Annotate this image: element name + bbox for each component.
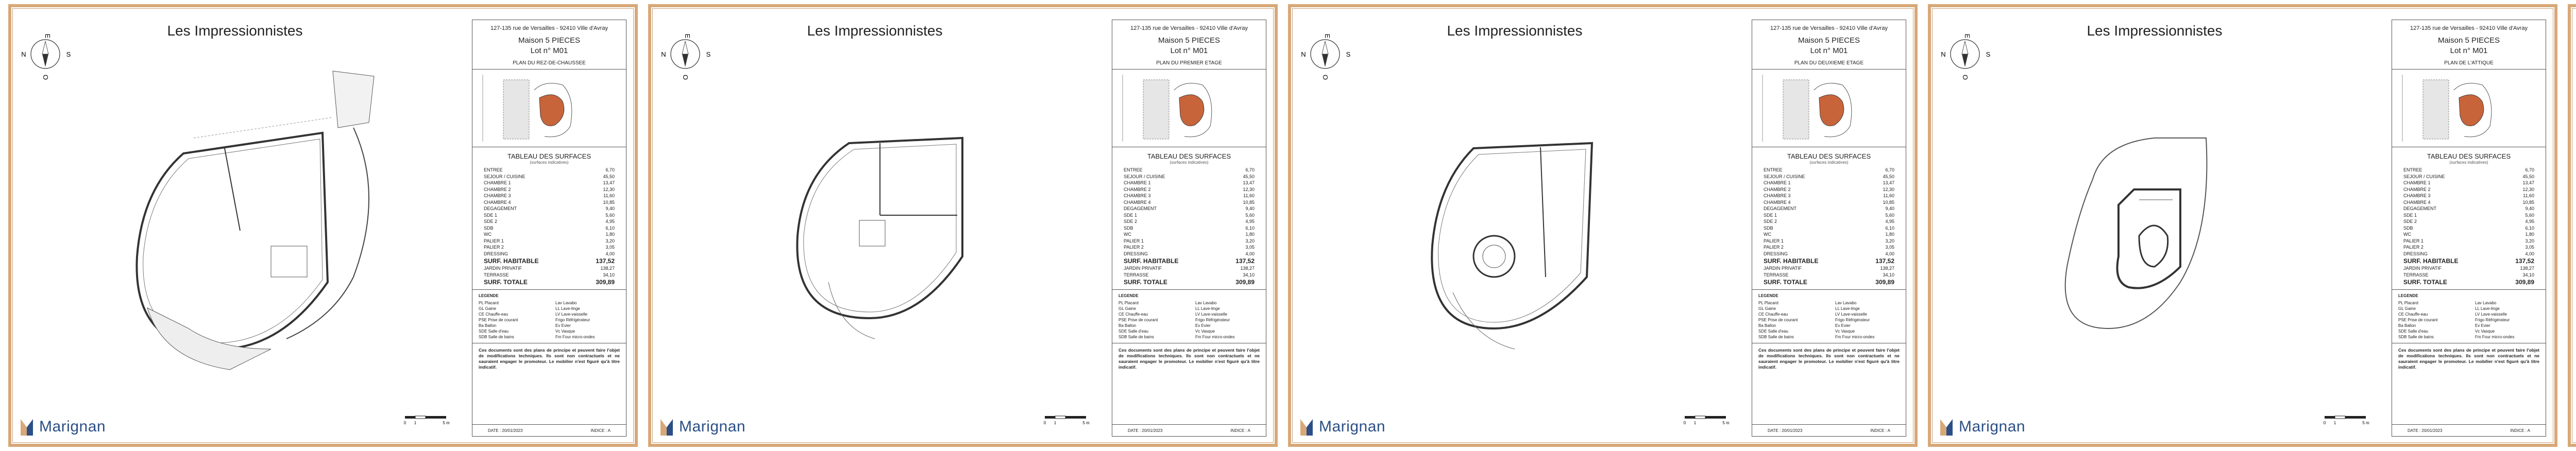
compass-west: N — [1301, 50, 1306, 58]
address: 127-135 rue de Versailles - 92410 Ville d'Avray — [1130, 25, 1248, 31]
surface-row: ENTREE 6,70 — [1764, 167, 1894, 172]
surface-total-row: SURF. TOTALE 309,89 — [484, 279, 615, 286]
legend-item: GL Gaine — [479, 306, 496, 311]
brand-name: Marignan — [39, 418, 106, 435]
project-title: Les Impressionnistes — [2087, 23, 2223, 39]
compass-south: O — [1321, 74, 1329, 80]
legend-column-1 — [2398, 300, 2463, 340]
legend-item: Frigo Réfrigérateur — [2475, 318, 2510, 322]
exterior-row: TERRASSE 34,10 — [1764, 272, 1894, 277]
surface-row: PALIER 2 3,05 — [2403, 245, 2534, 250]
surface-row: CHAMBRE 1 13,47 — [484, 180, 615, 185]
legend-item: SDE Salle d'eau — [479, 329, 509, 334]
surface-row: ENTREE 6,70 — [484, 167, 615, 172]
surface-row: DRESSING 4,00 — [1124, 251, 1255, 256]
plan-sheet-5 — [2568, 4, 2576, 447]
surface-row: PALIER 1 3,20 — [1764, 238, 1894, 244]
legend-item: Frigo Réfrigérateur — [1835, 318, 1870, 322]
surface-rows — [472, 167, 626, 257]
legend-item: Ev Evier — [1195, 323, 1211, 328]
key-plan — [1112, 70, 1266, 147]
scale-bar — [2319, 414, 2392, 426]
legend-column-1 — [1758, 300, 1823, 340]
exterior-row: TERRASSE 34,10 — [1124, 272, 1255, 277]
surface-table — [1112, 147, 1266, 290]
legend-item: Vc Vasque — [1835, 329, 1855, 334]
project-title: Les Impressionnistes — [167, 23, 303, 39]
surface-row: CHAMBRE 2 12,30 — [2403, 186, 2534, 192]
legend-item: Ba Ballon — [1758, 323, 1776, 328]
legend-item: Ba Ballon — [2398, 323, 2416, 328]
surface-row: WC 1,80 — [1764, 232, 1894, 237]
surface-subtitle: (surfaces indicatives) — [2449, 160, 2488, 165]
compass-south: O — [682, 74, 689, 80]
surface-row: SDB 6,10 — [2403, 225, 2534, 231]
legend-item: Ev Evier — [555, 323, 571, 328]
surface-row: SDE 2 4,95 — [484, 219, 615, 224]
title-block-header — [2392, 20, 2546, 70]
legend-item: Vc Vasque — [1195, 329, 1215, 334]
disclaimer-note: Ces documents sont des plans de principe et peuvent faire l'objet de modifications techniques. Ils sont non contractuels et ne sauraient engager le promoteur. Le mobilier n'est figuré qu'à titre indicatif. — [2398, 348, 2539, 370]
surface-habitable-row: SURF. HABITABLE 137,52 — [1124, 257, 1255, 265]
lot-number: Lot n° M01 — [530, 46, 568, 55]
surface-subtitle: (surfaces indicatives) — [530, 160, 569, 165]
surface-row: SDE 2 4,95 — [1124, 219, 1255, 224]
plan-index: INDICE : A — [2510, 428, 2530, 433]
surface-rows — [1112, 167, 1266, 257]
surface-row: DEGAGEMENT 9,40 — [2403, 206, 2534, 211]
exterior-rows — [1752, 265, 1906, 278]
surface-row: CHAMBRE 2 12,30 — [1124, 186, 1255, 192]
surface-table — [472, 147, 626, 290]
title-block — [2392, 20, 2546, 437]
brand-mark-icon — [659, 417, 674, 437]
lot-number: Lot n° M01 — [1810, 46, 1848, 55]
legend-title: LEGENDE — [479, 293, 499, 298]
surface-row: SEJOUR / CUISINE 45,50 — [484, 174, 615, 179]
surface-row: DEGAGEMENT 9,40 — [1124, 206, 1255, 211]
plan-sheet-1 — [8, 4, 638, 447]
legend — [1752, 290, 1906, 343]
title-block-footer — [2392, 424, 2546, 436]
scale-five: 5 m — [1082, 421, 1090, 425]
legend-item: LL Lave-linge — [1835, 306, 1860, 311]
legend — [1112, 290, 1266, 343]
scale-zero: 0 — [1043, 421, 1046, 425]
surface-row: CHAMBRE 1 13,47 — [1124, 180, 1255, 185]
legend-item: Frigo Réfrigérateur — [1195, 318, 1230, 322]
legend-item: PL Placard — [479, 301, 499, 305]
scale-zero: 0 — [2323, 421, 2326, 425]
compass-south: O — [42, 74, 49, 80]
house-type: Maison 5 PIECES — [1158, 36, 1221, 45]
legend-item: CE Chauffe-eau — [1118, 312, 1148, 317]
brand-name: Marignan — [679, 418, 746, 435]
legend-item: GL Gaine — [1758, 306, 1776, 311]
plan-level: PLAN DU DEUXIEME ETAGE — [1794, 60, 1864, 66]
surface-row: CHAMBRE 3 11,60 — [1764, 193, 1894, 198]
legend-item: SDB Salle de bains — [1758, 335, 1794, 339]
legend — [472, 290, 626, 343]
surface-row: ENTREE 6,70 — [2403, 167, 2534, 172]
address: 127-135 rue de Versailles - 92410 Ville d'Avray — [1770, 25, 1888, 31]
surface-subtitle: (surfaces indicatives) — [1809, 160, 1849, 165]
plan-sheet-4 — [1928, 4, 2557, 447]
plan-level: PLAN DE L'ATTIQUE — [2444, 60, 2494, 66]
surface-title: TABLEAU DES SURFACES — [1147, 152, 1231, 160]
title-block — [472, 20, 626, 437]
key-plan-map — [1112, 70, 1267, 147]
legend-item: Ev Evier — [1835, 323, 1851, 328]
exterior-row: JARDIN PRIVATIF 138,27 — [2403, 266, 2534, 271]
legend-item: Fm Four micro-ondes — [1195, 335, 1235, 339]
title-block-footer — [1112, 424, 1266, 436]
surface-row: SDE 2 4,95 — [1764, 219, 1894, 224]
surface-row: PALIER 2 3,05 — [484, 245, 615, 250]
scale-one: 1 — [1054, 421, 1057, 425]
surface-subtitle: (surfaces indicatives) — [1170, 160, 1209, 165]
exterior-row: TERRASSE 34,10 — [484, 272, 615, 277]
compass-north: E — [684, 33, 691, 39]
surface-row: SEJOUR / CUISINE 45,50 — [1124, 174, 1255, 179]
exterior-row: JARDIN PRIVATIF 138,27 — [1764, 266, 1894, 271]
surface-row: DRESSING 4,00 — [1764, 251, 1894, 256]
compass-west: N — [21, 50, 26, 58]
legend-item: SDE Salle d'eau — [1758, 329, 1789, 334]
exterior-row: JARDIN PRIVATIF 138,27 — [484, 266, 615, 271]
legend-item: LV Lave-vaisselle — [1195, 312, 1228, 317]
surface-title: TABLEAU DES SURFACES — [1787, 152, 1871, 160]
disclaimer-note: Ces documents sont des plans de principe et peuvent faire l'objet de modifications techniques. Ils sont non contractuels et ne sauraient engager le promoteur. Le mobilier n'est figuré qu'à titre indicatif. — [479, 348, 620, 370]
legend-item: Frigo Réfrigérateur — [555, 318, 590, 322]
surface-row: DEGAGEMENT 9,40 — [1764, 206, 1894, 211]
surface-row: PALIER 2 3,05 — [1124, 245, 1255, 250]
scale-five: 5 m — [2362, 421, 2369, 425]
compass-west: N — [1941, 50, 1946, 58]
brand-logo — [1939, 417, 2025, 437]
plan-sheet-3 — [1288, 4, 1918, 447]
legend-item: GL Gaine — [1118, 306, 1136, 311]
surface-total-row: SURF. TOTALE 309,89 — [1124, 279, 1255, 286]
legend-item: SDE Salle d'eau — [2398, 329, 2429, 334]
key-plan-map — [472, 70, 627, 147]
disclaimer-note: Ces documents sont des plans de principe et peuvent faire l'objet de modifications techniques. Ils sont non contractuels et ne sauraient engager le promoteur. Le mobilier n'est figuré qu'à titre indicatif. — [1118, 348, 1260, 370]
legend-item: LV Lave-vaisselle — [2475, 312, 2507, 317]
surface-row: CHAMBRE 4 10,85 — [1124, 199, 1255, 205]
surface-row: CHAMBRE 1 13,47 — [2403, 180, 2534, 185]
title-block-header — [472, 20, 626, 70]
legend-column-2 — [555, 300, 620, 340]
plan-sheet-2 — [648, 4, 1278, 447]
legend-item: CE Chauffe-eau — [2398, 312, 2428, 317]
scale-five: 5 m — [1722, 421, 1730, 425]
compass-east: S — [66, 50, 71, 58]
legend-item: Vc Vasque — [2475, 329, 2495, 334]
legend-item: SDB Salle de bains — [1118, 335, 1154, 339]
scale-one: 1 — [1693, 421, 1697, 425]
brand-mark-icon — [1939, 417, 1954, 437]
compass-north: E — [1963, 33, 1971, 39]
title-block-header — [1112, 20, 1266, 70]
surface-row: SDE 1 5,60 — [1124, 212, 1255, 218]
title-block — [1752, 20, 1906, 437]
scale-bar — [1680, 414, 1752, 426]
surface-habitable-row: SURF. HABITABLE 137,52 — [1764, 257, 1894, 265]
key-plan — [1752, 70, 1906, 147]
exterior-rows — [1112, 265, 1266, 278]
surface-row: PALIER 2 3,05 — [1764, 245, 1894, 250]
key-plan — [472, 70, 626, 147]
surface-row: CHAMBRE 4 10,85 — [484, 199, 615, 205]
key-plan — [2392, 70, 2546, 147]
legend-item: LV Lave-vaisselle — [555, 312, 588, 317]
title-block — [1112, 20, 1266, 437]
brand-mark-icon — [1299, 417, 1314, 437]
legend-item: SDE Salle d'eau — [1118, 329, 1149, 334]
legend-item: Lav Lavabo — [1195, 301, 1217, 305]
scale-zero: 0 — [1683, 421, 1686, 425]
surface-row: PALIER 1 3,20 — [1124, 238, 1255, 244]
exterior-rows — [2392, 265, 2546, 278]
address: 127-135 rue de Versailles - 92410 Ville d'Avray — [490, 25, 608, 31]
plan-date: DATE : 20/01/2023 — [488, 428, 523, 433]
compass-east: S — [1346, 50, 1351, 58]
surface-title: TABLEAU DES SURFACES — [507, 152, 591, 160]
lot-number: Lot n° M01 — [2450, 46, 2488, 55]
surface-row: SDE 2 4,95 — [2403, 219, 2534, 224]
legend-item: SDB Salle de bains — [2398, 335, 2434, 339]
legend-item: PL Placard — [2398, 301, 2418, 305]
legend-item: Vc Vasque — [555, 329, 575, 334]
scale-bar — [1040, 414, 1112, 426]
title-block-footer — [1752, 424, 1906, 436]
plan-date: DATE : 20/01/2023 — [1768, 428, 1803, 433]
brand-name: Marignan — [1959, 418, 2026, 435]
key-plan-map — [2392, 70, 2547, 147]
surface-rows — [2392, 167, 2546, 257]
plan-level: PLAN DU PREMIER ETAGE — [1156, 60, 1222, 66]
legend-column-1 — [1118, 300, 1183, 340]
legend-item: Lav Lavabo — [1835, 301, 1857, 305]
legend-item: Ba Ballon — [1118, 323, 1137, 328]
surface-row: SDE 1 5,60 — [484, 212, 615, 218]
legend-item: SDB Salle de bains — [479, 335, 514, 339]
brand-logo — [1299, 417, 1385, 437]
surface-row: WC 1,80 — [484, 232, 615, 237]
legend-item: Lav Lavabo — [2475, 301, 2497, 305]
surface-row: DRESSING 4,00 — [484, 251, 615, 256]
legend-column-1 — [479, 300, 543, 340]
lot-number: Lot n° M01 — [1170, 46, 1208, 55]
project-title: Les Impressionnistes — [1447, 23, 1583, 39]
brand-name: Marignan — [1319, 418, 1386, 435]
plan-index: INDICE : A — [1870, 428, 1890, 433]
legend-title: LEGENDE — [1118, 293, 1139, 298]
surface-habitable-row: SURF. HABITABLE 137,52 — [2403, 257, 2534, 265]
legend-item: Fm Four micro-ondes — [2475, 335, 2515, 339]
surface-row: SDB 6,10 — [484, 225, 615, 231]
legend-item: GL Gaine — [2398, 306, 2416, 311]
surface-row: CHAMBRE 3 11,60 — [2403, 193, 2534, 198]
legend-item: PL Placard — [1118, 301, 1139, 305]
surface-row: SDE 1 5,60 — [1764, 212, 1894, 218]
legend-column-2 — [2475, 300, 2539, 340]
surface-row: SEJOUR / CUISINE 45,50 — [1764, 174, 1894, 179]
floor-plan — [705, 61, 1096, 390]
legend-item: Ba Ballon — [479, 323, 497, 328]
legend-item: Ev Evier — [2475, 323, 2490, 328]
house-type: Maison 5 PIECES — [1798, 36, 1860, 45]
surface-table — [1752, 147, 1906, 290]
compass-east: S — [706, 50, 711, 58]
project-title: Les Impressionnistes — [807, 23, 943, 39]
legend-column-2 — [1195, 300, 1260, 340]
legend-item: LL Lave-linge — [2475, 306, 2500, 311]
brand-logo — [659, 417, 745, 437]
surface-row: WC 1,80 — [1124, 232, 1255, 237]
plan-index: INDICE : A — [590, 428, 611, 433]
legend-item: LV Lave-vaisselle — [1835, 312, 1868, 317]
surface-table — [2392, 147, 2546, 290]
legend-item: Fm Four micro-ondes — [1835, 335, 1875, 339]
brand-logo — [20, 417, 106, 437]
house-type: Maison 5 PIECES — [2437, 36, 2500, 45]
surface-title: TABLEAU DES SURFACES — [2427, 152, 2511, 160]
surface-row: DRESSING 4,00 — [2403, 251, 2534, 256]
house-type: Maison 5 PIECES — [518, 36, 581, 45]
surface-row: CHAMBRE 2 12,30 — [484, 186, 615, 192]
plan-date: DATE : 20/01/2023 — [1128, 428, 1163, 433]
surface-row: ENTREE 6,70 — [1124, 167, 1255, 172]
legend-item: PSE Prise de courant — [1758, 318, 1798, 322]
brand-mark-icon — [20, 417, 34, 437]
legend-title: LEGENDE — [2398, 293, 2418, 298]
plan-index: INDICE : A — [1230, 428, 1250, 433]
address: 127-135 rue de Versailles - 92410 Ville d'Avray — [2410, 25, 2528, 31]
surface-row: CHAMBRE 3 11,60 — [484, 193, 615, 198]
exterior-rows — [472, 265, 626, 278]
legend-item: PSE Prise de courant — [479, 318, 518, 322]
surface-habitable-row: SURF. HABITABLE 137,52 — [484, 257, 615, 265]
legend-item: CE Chauffe-eau — [479, 312, 509, 317]
legend-item: LL Lave-linge — [1195, 306, 1220, 311]
legend-item: PSE Prise de courant — [1118, 318, 1158, 322]
exterior-row: JARDIN PRIVATIF 138,27 — [1124, 266, 1255, 271]
key-plan-map — [1752, 70, 1907, 147]
scale-one: 1 — [2333, 421, 2336, 425]
surface-row: SDB 6,10 — [1124, 225, 1255, 231]
floor-plan — [65, 61, 456, 390]
compass-west: N — [661, 50, 666, 58]
surface-total-row: SURF. TOTALE 309,89 — [2403, 279, 2534, 286]
scale-five: 5 m — [443, 421, 450, 425]
scale-zero: 0 — [403, 421, 406, 425]
disclaimer-note: Ces documents sont des plans de principe et peuvent faire l'objet de modifications techniques. Ils sont non contractuels et ne sauraient engager le promoteur. Le mobilier n'est figuré qu'à titre indicatif. — [1758, 348, 1900, 370]
compass-north: E — [1324, 33, 1331, 39]
legend-item: PL Placard — [1758, 301, 1778, 305]
surface-row: SEJOUR / CUISINE 45,50 — [2403, 174, 2534, 179]
plan-date: DATE : 20/01/2023 — [2408, 428, 2443, 433]
plan-level: PLAN DU REZ-DE-CHAUSSEE — [513, 60, 586, 66]
legend-item: LL Lave-linge — [555, 306, 580, 311]
compass-north: E — [44, 33, 52, 39]
legend-item: Fm Four micro-ondes — [555, 335, 595, 339]
title-block-footer — [472, 424, 626, 436]
compass-east: S — [1986, 50, 1991, 58]
scale-one: 1 — [414, 421, 417, 425]
surface-row: CHAMBRE 4 10,85 — [2403, 199, 2534, 205]
surface-row: CHAMBRE 1 13,47 — [1764, 180, 1894, 185]
scale-bar — [400, 414, 472, 426]
surface-row: SDB 6,10 — [1764, 225, 1894, 231]
legend-item: Lav Lavabo — [555, 301, 577, 305]
surface-row: CHAMBRE 4 10,85 — [1764, 199, 1894, 205]
surface-rows — [1752, 167, 1906, 257]
legend-item: PSE Prise de courant — [2398, 318, 2438, 322]
surface-row: DEGAGEMENT 9,40 — [484, 206, 615, 211]
floor-plan — [1985, 61, 2376, 390]
surface-row: WC 1,80 — [2403, 232, 2534, 237]
title-block-header — [1752, 20, 1906, 70]
project-title — [2568, 23, 2576, 39]
legend-title: LEGENDE — [1758, 293, 1778, 298]
floor-plan — [1345, 61, 1736, 390]
legend-column-2 — [1835, 300, 1900, 340]
legend — [2392, 290, 2546, 343]
surface-row: PALIER 1 3,20 — [2403, 238, 2534, 244]
surface-row: SDE 1 5,60 — [2403, 212, 2534, 218]
surface-row: PALIER 1 3,20 — [484, 238, 615, 244]
surface-row: CHAMBRE 3 11,60 — [1124, 193, 1255, 198]
legend-item: CE Chauffe-eau — [1758, 312, 1788, 317]
surface-total-row: SURF. TOTALE 309,89 — [1764, 279, 1894, 286]
surface-row: CHAMBRE 2 12,30 — [1764, 186, 1894, 192]
exterior-row: TERRASSE 34,10 — [2403, 272, 2534, 277]
compass-south: O — [1961, 74, 1969, 80]
